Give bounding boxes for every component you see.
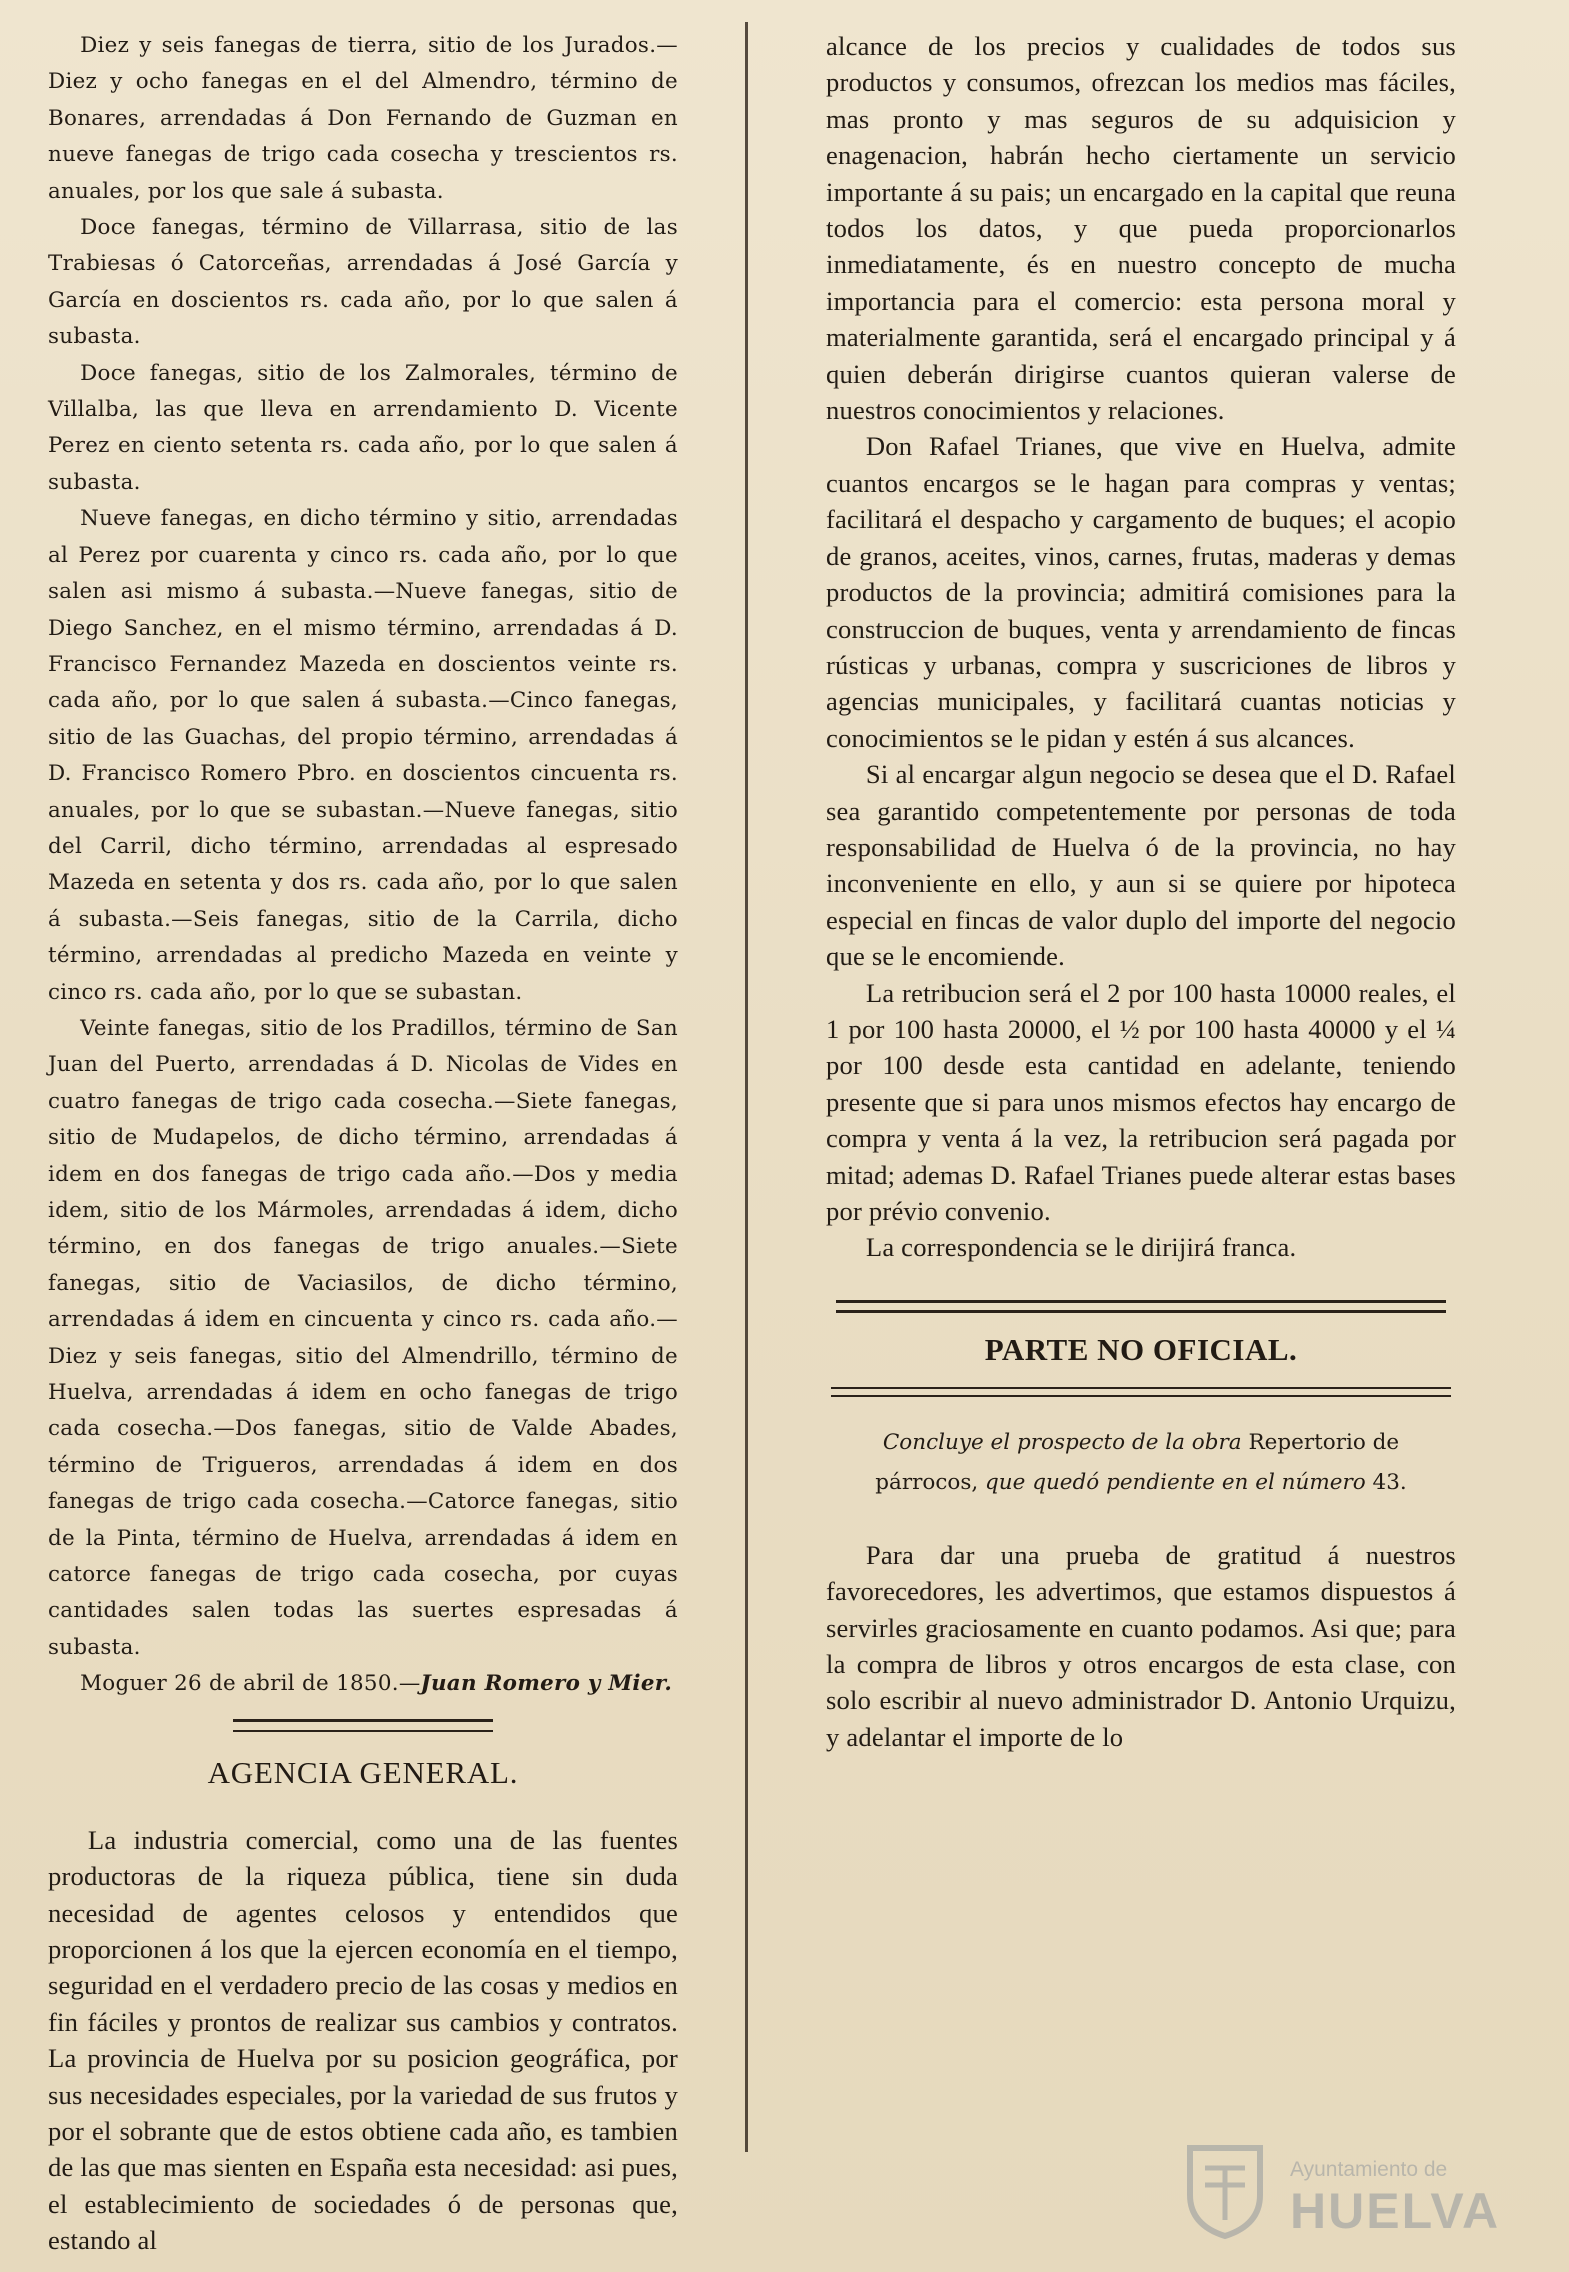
agency-paragraph-2: Don Rafael Trianes, que vive en Huelva, admite cuantos encargos se le hagan para compras y ventas; facilitará el despacho y cargamento de buques; el acopio de granos, aceites, vinos, carnes, frutas, maderas y demas productos de la provincia; admitirá comisiones para la construccion de buques, venta y arrendamiento de fincas rústicas y urbanas, compra y suscriciones de libros y agencias municipales, y facilitará cuantas noticias y conocimientos se le pidan y estén á sus alcances. [826,431,1456,753]
double-rule-top [836,1300,1446,1313]
right-column [826,28,1456,1755]
archive-watermark [1175,2140,1501,2250]
agency-paragraph-3: Si al encargar algun negocio se desea que el D. Rafael sea garantido competentemente por personas de toda responsabilidad de Huelva ó de la provincia, no hay inconveniente en ello, y aun si se quiere por hipoteca especial en fincas de valor duplo del importe del negocio que se le encomiende. [826,759,1456,972]
agency-paragraph-continued: alcance de los precios y cualidades de todos sus productos y consumos, ofrezcan los medios mas fáciles, mas pronto y mas seguros de su adquisicion y enagenacion, habrán hecho ciertamente un servicio importante á su pais; un encargado en la capital que reuna todos los datos, y que pueda proporcionarlos inmediatamente, és en nuestro concepto de mucha importancia para el comercio: esta persona moral y materialmente garantida, será el encargado principal y á quien deberán dirigirse cuantos quieran valerse de nuestros conocimientos y relaciones. [826,31,1456,426]
left-column [48,28,678,2259]
double-rule-bottom [831,1387,1451,1397]
spacer [826,1266,1456,1300]
signature: Juan Romero y Mier. [420,1671,673,1697]
subtitle-italic-1: Concluye el prospecto de la obra [882,1429,1242,1455]
agency-heading: AGENCIA GENERAL. [207,1754,519,1790]
closing-line [48,1666,678,1702]
subtitle-work-title: Repertorio de párrocos, [875,1429,1400,1495]
closing-date: Moguer 26 de abril de 1850.— [80,1671,421,1697]
auction-listings [48,28,678,1703]
auction-paragraph-2: Doce fanegas, término de Villarrasa, sitio de las Trabiesas ó Catorceñas, arrendadas á José García y García en doscientos rs. cada año, por lo que salen á subasta. [48,215,678,350]
article-subtitle [840,1423,1442,1503]
city-shield-icon [1175,2140,1275,2240]
subtitle-italic-2: que quedó pendiente en el número [985,1469,1366,1495]
section-heading-no-oficial: PARTE NO OFICIAL. [984,1331,1298,1367]
agency-paragraph-5: La correspondencia se le dirijirá franca. [865,1232,1297,1263]
article-paragraph-1: Para dar una prueba de gratitud á nuestros favorecedores, les advertimos, que estamos dispuestos á servirles graciosamente en cuanto podamos. Asi que; para la compra de libros y otros encargos de esta clase, con solo escribir al nuevo administrador D. Antonio Urquizu, y adelantar el importe de lo [826,1539,1456,1752]
agency-paragraph-1: La industria comercial, como una de las fuentes productoras de la riqueza pública, tiene sin duda necesidad de agentes celosos y entendidos que proporcionen á los que la ejercen economía en el tiempo, seguridad en el verdadero precio de las cosas y medios en fin fáciles y prontos de realizar sus cambios y contratos. La provincia de Huelva por su posicion geográfica, por sus necesidades especiales, por la variedad de sus frutos y por el sobrante que de estos obtiene cada año, es tambien de las que mas sienten en España esta necesidad: asi pues, el establecimiento de sociedades ó de personas que, estando al [48,1824,678,2256]
section-divider [233,1719,493,1732]
agency-body-continued [826,28,1456,1266]
auction-paragraph-3: Doce fanegas, sitio de los Zalmorales, término de Villalba, las que lleva en arrendamiento D. Vicente Perez en ciento setenta rs. cada año, por lo que salen á subasta. [48,360,678,495]
auction-paragraph-1: Diez y seis fanegas de tierra, sitio de los Jurados.—Diez y ocho fanegas en el del Almendro, término de Bonares, arrendadas á Don Fernando de Guzman en nueve fanegas de trigo cada cosecha y trescientos rs. anuales, por los que sale á subasta. [48,33,678,204]
article-body [826,1537,1456,1755]
subtitle-number: 43. [1372,1469,1407,1495]
column-rule [745,22,748,2152]
watermark-caption: Ayuntamiento de [1290,2158,1448,2181]
auction-paragraph-4: Nueve fanegas, en dicho término y sitio, arrendadas al Perez por cuarenta y cinco rs. cada año, por lo que salen asi mismo á subasta.—Nueve fanegas, sitio de Diego Sanchez, en el mismo término, arrendadas á D. Francisco Fernandez Mazeda en doscientos veinte rs. cada año, por lo que salen á subasta.—Cinco fanegas, sitio de las Guachas, del propio término, arrendadas á D. Francisco Romero Pbro. en doscientos cincuenta rs. anuales, por lo que se subastan.—Nueve fanegas, sitio del Carril, dicho término, arrendadas al espresado Mazeda en setenta y dos rs. cada año, por lo que salen á subasta.—Seis fanegas, sitio de la Carrila, dicho término, arrendadas al predicho Mazeda en veinte y cinco rs. cada año, por lo que se subastan. [48,506,678,1005]
agency-paragraph-4: La retribucion será el 2 por 100 hasta 10000 reales, el 1 por 100 hasta 20000, el ½ por 100 hasta 40000 y el ¼ por 100 desde esta cantidad en adelante, teniendo presente que si para unos mismos efectos hay encargo de compra y venta á la vez, la retribucion será pagada por mitad; ademas D. Rafael Trianes puede alterar estas bases por prévio convenio. [826,977,1456,1226]
watermark-title: HUELVA [1290,2183,1501,2239]
auction-paragraph-5: Veinte fanegas, sitio de los Pradillos, término de San Juan del Puerto, arrendadas á D. Nicolas de Vides en cuatro fanegas de trigo cada cosecha.—Siete fanegas, sitio de Mudapelos, de dicho término, arrendadas á idem en dos fanegas de trigo cada año.—Dos y media idem, sitio de los Mármoles, arrendadas á idem, dicho término, en dos fanegas de trigo anuales.—Siete fanegas, sitio de Vaciasilos, de dicho término, arrendadas á idem en cincuenta y cinco rs. cada año.—Diez y seis fanegas, sitio del Almendrillo, término de Huelva, arrendadas á idem en ocho fanegas de trigo cada cosecha.—Dos fanegas, sitio de Valde Abades, término de Trigueros, arrendadas á idem en dos fanegas de trigo cada cosecha.—Catorce fanegas, sitio de la Pinta, término de Huelva, arrendadas á idem en catorce fanegas de trigo cada cosecha, por cuyas cantidades salen todas las suertes espresadas á subasta. [48,1015,678,1660]
agency-body [48,1822,678,2259]
